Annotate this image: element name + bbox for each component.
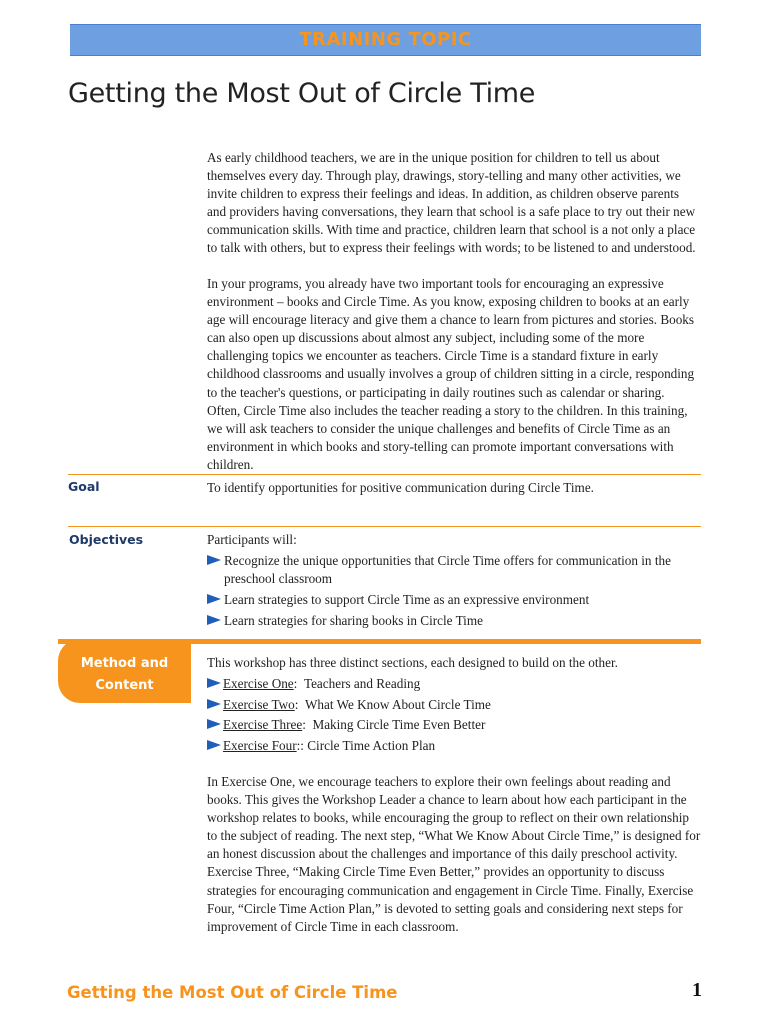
arrow-bullet-icon [207,555,221,565]
exercise-separator: : [293,676,304,691]
banner-label: TRAINING TOPIC [299,29,472,50]
exercise-list [207,675,701,758]
goal-text: To identify opportunities for positive communication during Circle Time. [207,480,594,495]
objective-text: Recognize the unique opportunities that Circle Time offers for communication in the preschool classroom [224,553,671,587]
page-number: 1 [692,979,702,1001]
objectives-divider [68,526,701,527]
exercise-title: Circle Time Action Plan [307,738,436,754]
arrow-bullet-icon [207,615,221,625]
objectives-intro: Participants will: [207,532,297,547]
list-item [207,552,701,588]
method-and-content-tab [58,639,191,703]
list-item [207,696,701,714]
objectives-list [207,552,701,633]
page-title: Getting the Most Out of Circle Time [68,78,536,109]
footer-title: Getting the Most Out of Circle Time [67,983,398,1002]
method-label-line2: Content [95,678,154,693]
arrow-bullet-icon [207,594,221,604]
list-item [207,612,701,630]
exercise-title: Teachers and Reading [303,676,421,691]
exercise-separator: :: [296,738,308,754]
training-topic-banner [70,24,701,56]
exercise-separator: : [302,717,313,733]
intro-paragraph-2: In your programs, you already have two important tools for encouraging an expressive environment – books and Circle Time. As you know, exposing children to books at an early age will encourage literacy and give them a chance to learn from pictures and stories. Books can also open up discussions about almost any subject, including some of the more challenging topics we encounter as teachers. Circle Time is a standard fixture in early childhood classrooms and usually involves a group of children sitting in a circle, responding to the teacher's questions, or participating in daily routines such as calendar or sharing. Often, Circle Time also includes the teacher reading a story to the children. In this training, we will ask teachers to consider the unique challenges and benefits of Circle Time as an environment in which books and story-telling can promote important conversations with children. [207,276,695,472]
method-label-line1: Method and [80,656,169,671]
method-intro: This workshop has three distinct sections, each designed to build on the other. [207,655,618,670]
goal-label: Goal [68,479,100,494]
exercise-two-link[interactable]: Exercise Two [223,696,295,712]
exercise-separator: : [294,696,305,712]
exercise-four-link[interactable]: Exercise Four [223,738,297,754]
exercise-one-link[interactable]: Exercise One [223,676,294,691]
exercise-title: What We Know About Circle Time [304,696,491,712]
method-paragraph: In Exercise One, we encourage teachers to explore their own feelings about reading and books. This gives the Workshop Leader a chance to learn about how each participant in the workshop relates to books, while encouraging the group to reflect on their own relationship to the subject of reading. The next step, “What We Know About Circle Time,” is designed for an honest discussion about the challenges and importance of this daily preschool activity. Exercise Three, “Making Circle Time Even Better,” provides an opportunity to discuss strategies for encouraging communication and engagement in Circle Time. Finally, Exercise Four, “Circle Time Action Plan,” is devoted to setting goals and considering next steps for improvement of Circle Time in each classroom. [207,774,701,934]
list-item [207,716,701,734]
exercise-title: Making Circle Time Even Better [312,717,486,733]
goal-divider [68,474,701,475]
objectives-label: Objectives [69,532,144,547]
arrow-bullet-icon [207,719,221,729]
exercise-three-link[interactable]: Exercise Three [223,717,303,733]
method-label [58,653,191,697]
intro-paragraph-1: As early childhood teachers, we are in the unique position for children to tell us about themselves every day. Through play, drawings, story-telling and many other activities, we invite children to express their feelings and ideas. In addition, as children observe parents and providers having conversations, they learn that school is a safe place to try out their new communication skills. With time and practice, children learn that school is a not only a place to talk with others, but to express their feelings with words; to be listened to and understood. [207,150,696,256]
arrow-bullet-icon [207,699,221,709]
list-item [207,675,701,693]
list-item [207,591,701,609]
objective-text: Learn strategies to support Circle Time as an expressive environment [224,592,590,608]
list-item [207,737,701,755]
arrow-bullet-icon [207,740,221,750]
objective-text: Learn strategies for sharing books in Circle Time [224,613,483,629]
arrow-bullet-icon [207,678,221,688]
